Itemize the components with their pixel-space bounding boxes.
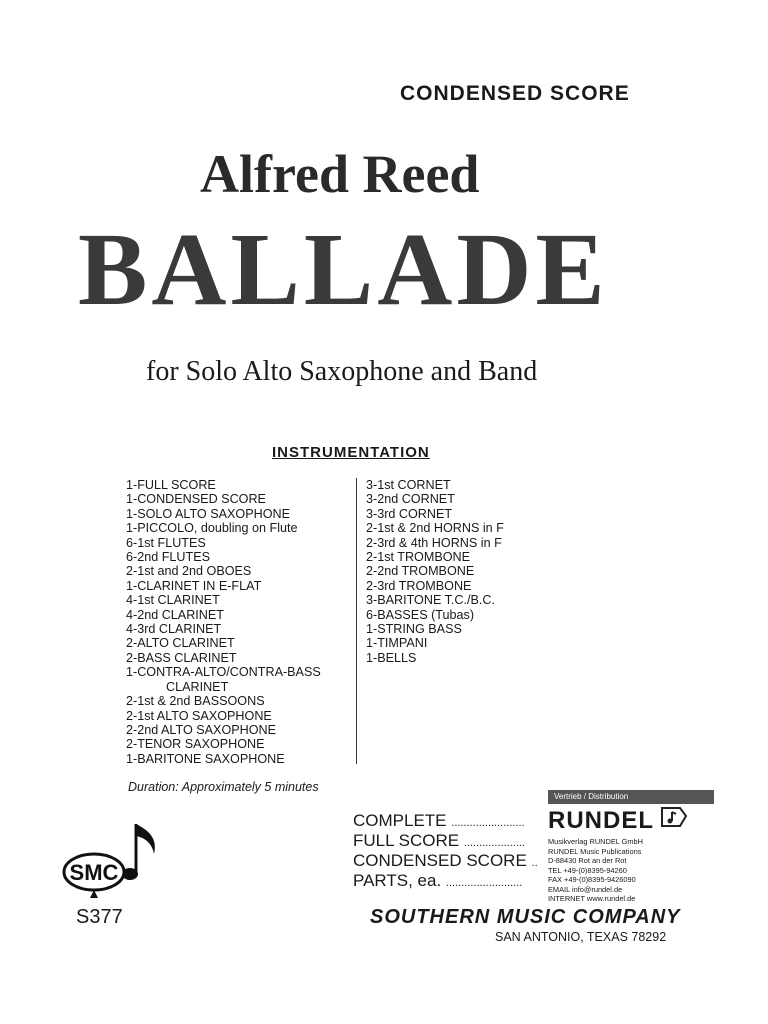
- list-item: 2-ALTO CLARINET: [126, 636, 235, 651]
- instrument-list-right: [366, 478, 504, 665]
- list-item: 1-CLARINET IN E-FLAT: [126, 578, 262, 593]
- list-item: 4-2nd CLARINET: [126, 607, 224, 622]
- list-item: 1-SOLO ALTO SAXOPHONE: [126, 506, 291, 521]
- contact-line: FAX +49-(0)8395-9426090: [548, 875, 636, 884]
- duration-note: Duration: Approximately 5 minutes: [128, 780, 319, 794]
- composer-name: Alfred Reed: [200, 144, 480, 204]
- price-label: COMPLETE: [353, 811, 447, 830]
- list-item: 2-3rd & 4th HORNS in F: [366, 535, 502, 550]
- contact-line: D-88430 Rot an der Rot: [548, 856, 627, 865]
- list-item: CLARINET: [166, 679, 229, 694]
- distributor-name: RUNDEL: [548, 806, 654, 834]
- price-row: [353, 812, 538, 832]
- contact-line: INTERNET www.rundel.de: [548, 894, 636, 903]
- list-item: 6-1st FLUTES: [126, 535, 206, 550]
- price-leader: ..: [531, 857, 538, 869]
- list-item: 2-2nd TROMBONE: [366, 564, 475, 579]
- list-item: 2-1st & 2nd BASSOONS: [126, 694, 265, 709]
- list-item: 4-1st CLARINET: [126, 593, 220, 608]
- price-row: [353, 872, 538, 892]
- logo-text: SMC: [69, 860, 119, 885]
- list-item: 1-TIMPANI: [366, 636, 428, 651]
- publisher-address: SAN ANTONIO, TEXAS 78292: [495, 930, 667, 944]
- distributor-banner: Vertrieb / Distribution: [548, 790, 714, 804]
- music-note-icon: [660, 804, 688, 835]
- price-label: PARTS, ea.: [353, 871, 442, 890]
- contact-line: RUNDEL Music Publications: [548, 846, 642, 856]
- list-item: 2-TENOR SAXOPHONE: [126, 737, 265, 752]
- list-item: 3-1st CORNET: [366, 478, 451, 492]
- price-row: [353, 852, 538, 872]
- list-item: 2-3rd TROMBONE: [366, 578, 472, 593]
- price-row: [353, 832, 538, 852]
- list-item: 1-STRING BASS: [366, 622, 462, 637]
- list-item: 3-BARITONE T.C./B.C.: [366, 593, 495, 608]
- list-item: 6-BASSES (Tubas): [366, 607, 475, 622]
- list-item: 1-CONTRA-ALTO/CONTRA-BASS: [126, 665, 321, 680]
- smc-logo: [56, 820, 166, 911]
- list-item: 2-1st & 2nd HORNS in F: [366, 521, 504, 536]
- catalog-number: S377: [76, 906, 123, 928]
- list-item: 1-BARITONE SAXOPHONE: [126, 751, 285, 766]
- list-item: 2-BASS CLARINET: [126, 650, 237, 665]
- price-label: CONDENSED SCORE: [353, 851, 527, 870]
- price-leader: ....................: [463, 837, 525, 849]
- list-item: 1-FULL SCORE: [126, 478, 216, 492]
- list-item: 1-BELLS: [366, 650, 417, 665]
- column-divider: [356, 478, 357, 764]
- price-list: [353, 812, 538, 892]
- list-item: 3-2nd CORNET: [366, 492, 455, 507]
- instrumentation-heading: INSTRUMENTATION: [272, 444, 430, 461]
- list-item: 2-1st and 2nd OBOES: [126, 564, 252, 579]
- price-leader: .........................: [445, 877, 523, 889]
- list-item: 4-3rd CLARINET: [126, 622, 222, 637]
- price-leader: ........................: [451, 817, 525, 829]
- contact-line: Musikverlag RUNDEL GmbH: [548, 837, 644, 846]
- distributor-stamp: [548, 790, 714, 904]
- list-item: 2-1st ALTO SAXOPHONE: [126, 708, 272, 723]
- list-item: 1-CONDENSED SCORE: [126, 492, 266, 507]
- edition-label: CONDENSED SCORE: [400, 82, 630, 105]
- distributor-contact: [548, 837, 714, 904]
- list-item: 1-PICCOLO, doubling on Flute: [126, 521, 298, 536]
- list-item: 2-2nd ALTO SAXOPHONE: [126, 722, 277, 737]
- price-label: FULL SCORE: [353, 831, 460, 850]
- instrument-list-left: [126, 478, 321, 766]
- piece-title: BALLADE: [78, 212, 609, 327]
- list-item: 6-2nd FLUTES: [126, 550, 210, 565]
- list-item: 2-1st TROMBONE: [366, 550, 471, 565]
- list-item: 3-3rd CORNET: [366, 506, 453, 521]
- publisher-name: SOUTHERN MUSIC COMPANY: [370, 906, 681, 928]
- piece-subtitle: for Solo Alto Saxophone and Band: [146, 356, 538, 387]
- contact-line: TEL +49-(0)8395-94260: [548, 865, 627, 875]
- contact-line: EMAIL info@rundel.de: [548, 884, 623, 894]
